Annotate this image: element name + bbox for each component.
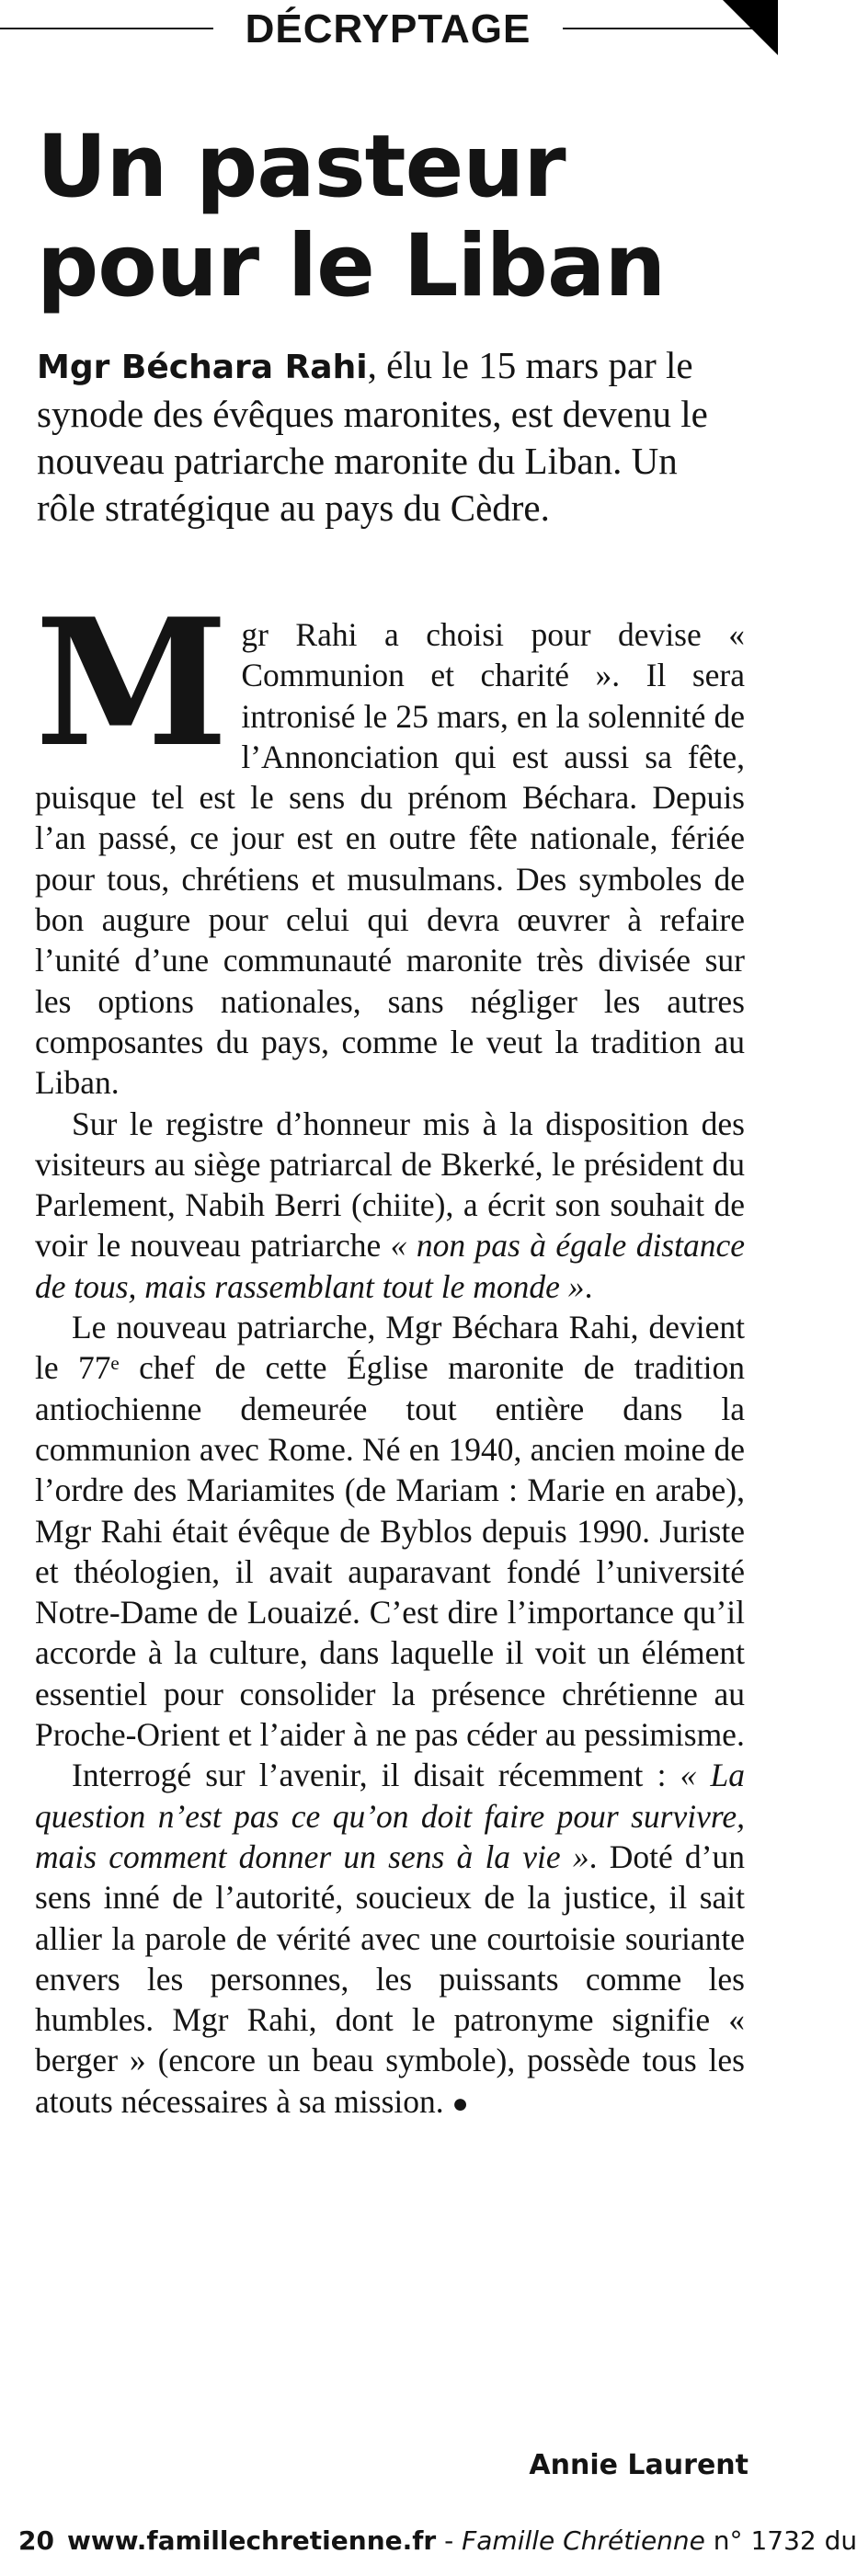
paragraph-4-text: Interrogé sur l’avenir, il disait récemment : (72, 1757, 680, 1794)
section-rubric (0, 0, 778, 61)
paragraph-1 (35, 580, 745, 1104)
article-title: Un pasteur pour le Liban (37, 117, 666, 316)
paragraph-4 (35, 1755, 745, 2124)
paragraph-2-text: Sur le registre d’honneur mis à la disposition des visiteurs au siège patriarcal de Bkerké, le président du Parlement, Nabih Berri (chiite), a écrit son souhait de voir le nouveau patriarche (35, 1105, 745, 1265)
rubric-label: DÉCRYPTAGE (213, 6, 563, 53)
author-byline: Annie Laurent (529, 2449, 748, 2481)
paragraph-1-text: gr Rahi a choisi pour devise « Communion et charité ». Il sera intronisé le 25 mars, en la solennité de l’Annonciation qui est aussi sa fête, puisque tel est le sens du prénom Béchara. Depuis l’an passé, ce jour est en outre fête nationale, fériée pour tous, chrétiens et musulmans. Des symboles de bon augure pour celui qui devra œuvrer à refaire l’unité d’une communauté maronite très divisée sur les options nationales, sans négliger les autres composantes du pays, comme le veut la tradition au Liban. (35, 616, 745, 1102)
paragraph-2-end: . (584, 1267, 593, 1305)
paragraph-3 (35, 1307, 745, 1755)
corner-triangle-icon (723, 0, 778, 55)
issue-info: n° 1732 du (704, 2525, 857, 2556)
page-number: 20 (18, 2525, 54, 2556)
rahi-quote: « La question n’est pas ce qu’on doit faire pour survivre, mais comment donner un sens à la vie » (35, 1757, 745, 1875)
footer-separator: - (436, 2525, 463, 2556)
website-link[interactable]: www.famillechretienne.fr (66, 2525, 437, 2556)
paragraph-4-end: . Doté d’un sens inné de l’autorité, soucieux de la justice, il sait allier la parole de vérité avec une courtoisie souriante envers les personnes, les puissants comme les humbles. Mgr Rahi, dont le patronyme signifie « berger » (encore un beau symbole), possède tous les atouts nécessaires à sa mission. (35, 1838, 745, 2120)
paragraph-3-text: Le nouveau patriarche, Mgr Béchara Rahi, devient le 77ᵉ chef de cette Église maronite de tradition antiochienne demeurée tout entière dans la communion avec Rome. Né en 1940, ancien moine de l’ordre des Mariamites (de Mariam : Marie en arabe), Mgr Rahi était évêque de Byblos depuis 1990. Juriste et théologien, il avait auparavant fondé l’université Notre-Dame de Louaizé. C’est dire l’importance qu’il accorde à la culture, dans laquelle il voit un élément essentiel pour consolider la présence chrétienne au Proche-Orient et l’aider à ne pas céder au pessimisme. (35, 1309, 745, 1754)
article-body (35, 580, 746, 2124)
drop-cap: M (35, 580, 229, 785)
paragraph-2 (35, 1104, 745, 1307)
standfirst (37, 342, 745, 532)
page-footer (18, 2525, 857, 2556)
berri-quote: « non pas à égale distance de tous, mais rassemblant tout le monde » (35, 1227, 746, 1305)
standfirst-text: , élu le 15 mars par le synode des évêques maronites, est devenu le nouveau patriarche maronite du Liban. Un rôle stratégique au pays du Cèdre. (37, 344, 708, 529)
end-bullet-icon: ● (451, 2088, 469, 2119)
standfirst-lead: Mgr Béchara Rahi (37, 349, 368, 386)
magazine-name: Famille Chrétienne (462, 2525, 705, 2556)
